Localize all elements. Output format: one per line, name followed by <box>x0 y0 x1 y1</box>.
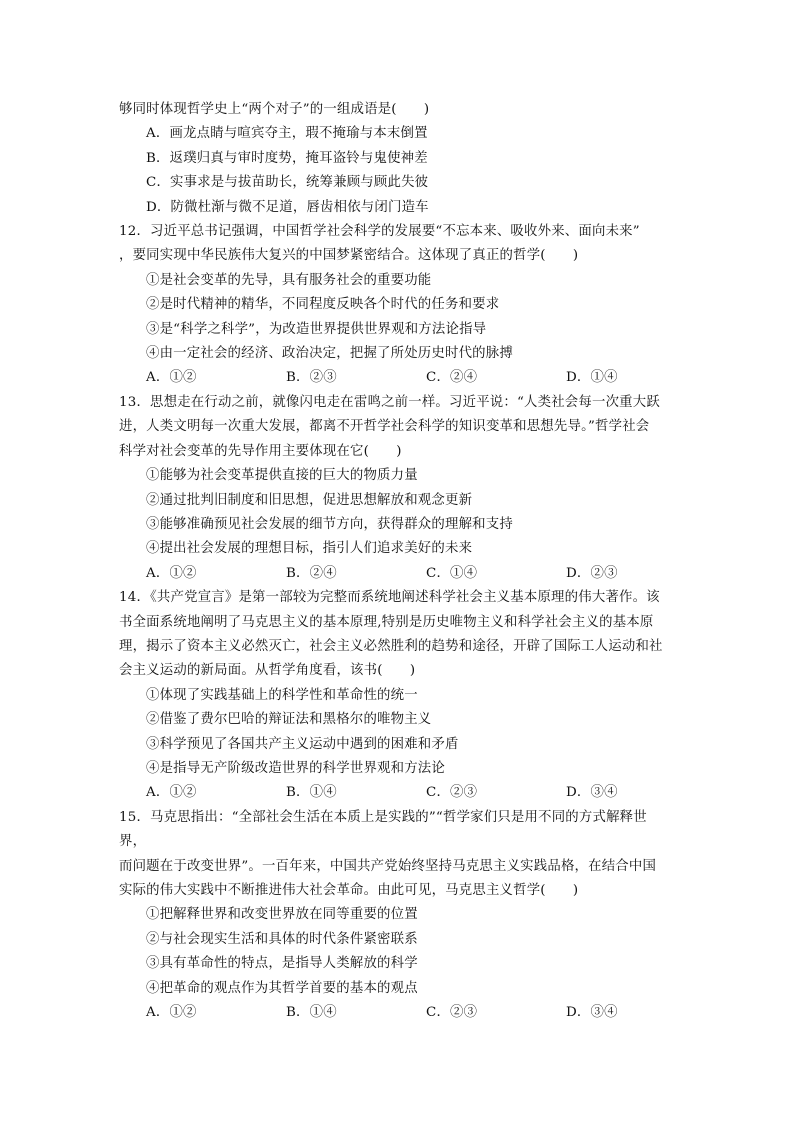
question-13 <box>119 391 679 586</box>
choice-d: D．②③ <box>566 565 618 581</box>
statement-item: ④提出社会发展的理想目标，指引人们追求美好的未来 <box>146 541 473 557</box>
choice-b: B．②③ <box>286 370 337 386</box>
choice-a: A．①② <box>146 785 197 801</box>
question-stem-line: 界， <box>119 834 147 850</box>
statement-item: ③具有革命性的特点，是指导人类解放的科学 <box>146 956 418 972</box>
question-stem-line: 12．习近平总书记强调，中国哲学社会科学的发展要“不忘本来、吸收外来、面向未来” <box>119 224 640 240</box>
statement-item: ①能够为社会变革提供直接的巨大的物质力量 <box>146 468 418 484</box>
choice-b: B．②④ <box>286 565 337 581</box>
choice-a: A．①② <box>146 1005 197 1021</box>
choice-d: D．③④ <box>566 785 618 801</box>
choice-b: B．①④ <box>286 785 337 801</box>
option-c: C．实事求是与拔苗助长，统筹兼顾与顾此失彼 <box>146 175 429 191</box>
choice-a: A．①② <box>146 370 197 386</box>
answer-choices <box>119 781 679 805</box>
choice-a: A．①② <box>146 565 197 581</box>
choice-c: C．②④ <box>426 370 478 386</box>
statement-item: ③能够准确预见社会发展的细节方向，获得群众的理解和支持 <box>146 516 513 532</box>
question-stem-line: 15．马克思指出：“全部社会生活在本质上是实践的”“哲学家们只是用不同的方式解释世 <box>119 809 647 825</box>
question-stem-line: 书全面系统地阐明了马克思主义的基本原理,特别是历史唯物主义和科学社会主义的基本原 <box>119 614 654 630</box>
statement-item: ②借鉴了费尔巴哈的辩证法和黑格尔的唯物主义 <box>146 712 432 728</box>
question-stem-line: 会主义运动的新局面。从哲学角度看，该书( ) <box>119 663 416 679</box>
option-d: D．防微杜渐与微不足道，唇齿相依与闭门造车 <box>146 199 429 215</box>
answer-choices <box>119 562 679 586</box>
statement-item: ③是“科学之科学”，为改造世界提供世界观和方法论指导 <box>146 321 487 337</box>
question-stem-line: 理，揭示了资本主义必然灭亡，社会主义必然胜利的趋势和途径，开辟了国际工人运动和社 <box>119 638 663 654</box>
statement-item: ③科学预见了各国共产主义运动中遇到的困难和矛盾 <box>146 736 459 752</box>
question-stem-line: 而问题在于改变世界”。一百年来，中国共产党始终坚持马克思主义实践品格，在结合中国 <box>119 858 657 874</box>
choice-c: C．②③ <box>426 785 478 801</box>
question-stem-line: 进，人类文明每一次重大发展，都离不开哲学社会科学的知识变革和思想先导。”哲学社会 <box>119 419 650 435</box>
statement-item: ②与社会现实生活和具体的时代条件紧密联系 <box>146 931 418 947</box>
choice-b: B．①④ <box>286 1005 337 1021</box>
option-a: A．画龙点睛与喧宾夺主，瑕不掩瑜与本末倒置 <box>146 126 428 142</box>
option-b: B．返璞归真与审时度势，掩耳盗铃与鬼使神差 <box>146 150 428 166</box>
question-stem-line: 实际的伟大实践中不断推进伟大社会革命。由此可见，马克思主义哲学( ) <box>119 883 579 898</box>
statement-item: ②是时代精神的精华，不同程度反映各个时代的任务和要求 <box>146 297 500 313</box>
statement-item: ④由一定社会的经济、政治决定，把握了所处历史时代的脉搏 <box>146 346 513 362</box>
question-12 <box>119 220 679 391</box>
choice-d: D．①④ <box>566 370 618 386</box>
exam-page <box>119 98 679 1025</box>
choice-c: C．②③ <box>426 1005 478 1021</box>
question-15 <box>119 806 679 1026</box>
statement-item: ②通过批判旧制度和旧思想，促进思想解放和观念更新 <box>146 492 473 508</box>
answer-choices <box>119 1001 679 1025</box>
answer-choices <box>119 366 679 390</box>
statement-item: ①体现了实践基础上的科学性和革命性的统一 <box>146 687 418 703</box>
question-stem-line: 科学对社会变革的先导作用主要体现在它( ) <box>119 443 402 459</box>
statement-item: ④把革命的观点作为其哲学首要的基本的观点 <box>146 980 418 996</box>
statement-item: ①是社会变革的先导，具有服务社会的重要功能 <box>146 272 432 288</box>
choice-c: C．①④ <box>426 565 478 581</box>
question-11 <box>119 98 679 220</box>
statement-item: ①把解释世界和改变世界放在同等重要的位置 <box>146 907 418 923</box>
question-stem-line: 13．思想走在行动之前，就像闪电走在雷鸣之前一样。习近平说：“人类社会每一次重大跃 <box>119 394 660 410</box>
question-14 <box>119 586 679 806</box>
statement-item: ④是指导无产阶级改造世界的科学世界观和方法论 <box>146 760 445 776</box>
choice-d: D．③④ <box>566 1005 618 1021</box>
question-stem-line: 够同时体现哲学史上“两个对子”的一组成语是( ) <box>119 102 430 117</box>
question-stem-line: 14．《共产党宣言》是第一部较为完整而系统地阐述科学社会主义基本原理的伟大著作。该 <box>119 590 660 606</box>
question-stem-line: ，要同实现中华民族伟大复兴的中国梦紧密结合。这体现了真正的哲学( ) <box>119 248 579 264</box>
